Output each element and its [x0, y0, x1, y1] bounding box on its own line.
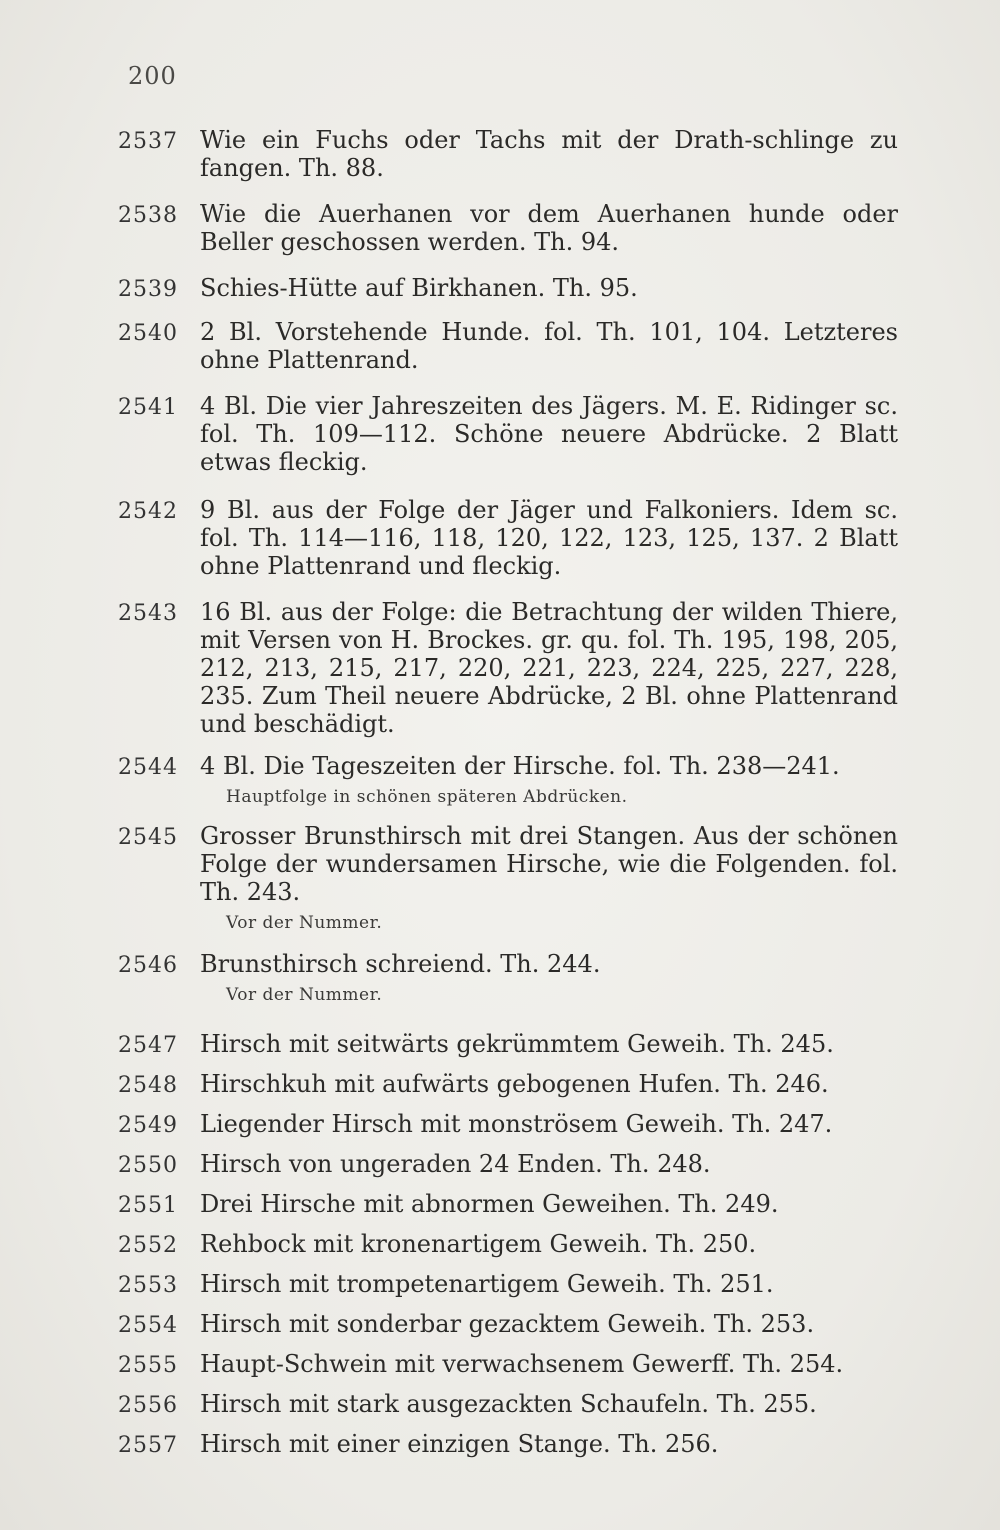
entry-text: Hirsch mit seitwärts gekrümmtem Geweih. Th. 245.: [200, 1030, 834, 1058]
entry-text: Liegender Hirsch mit monströsem Geweih. Th. 247.: [200, 1110, 833, 1138]
entry-number: 2557: [118, 1433, 178, 1458]
catalog-entry: [118, 1270, 898, 1298]
page-number: 200: [128, 62, 177, 90]
catalog-entry: [118, 1230, 898, 1258]
catalog-entry: [118, 1390, 898, 1418]
entry-number: 2546: [118, 953, 178, 978]
entry-note: Vor der Nummer.: [226, 985, 383, 1005]
entry-note: Hauptfolge in schönen späteren Abdrücken.: [226, 787, 628, 807]
catalog-entry: [118, 274, 898, 302]
entry-number: 2550: [118, 1153, 178, 1178]
entry-text: Hirsch mit stark ausgezackten Schaufeln. Th. 255.: [200, 1390, 817, 1418]
catalog-entry: [118, 496, 898, 580]
catalog-entry: [118, 1150, 898, 1178]
entry-text: 2 Bl. Vorstehende Hunde. fol. Th. 101, 104. Letzteres ohne Plattenrand.: [200, 318, 898, 374]
entry-number: 2544: [118, 755, 178, 780]
entry-number: 2551: [118, 1193, 178, 1218]
entry-number: 2549: [118, 1113, 178, 1138]
entry-text: Hirsch von ungeraden 24 Enden. Th. 248.: [200, 1150, 711, 1178]
entry-text: Wie die Auerhanen vor dem Auerhanen hunde oder Beller geschossen werden. Th. 94.: [200, 200, 898, 256]
entry-text: Hirsch mit trompetenartigem Geweih. Th. 251.: [200, 1270, 774, 1298]
entry-number: 2542: [118, 499, 178, 524]
entry-number: 2552: [118, 1233, 178, 1258]
catalog-entry: [118, 598, 898, 738]
catalog-entry: [118, 1070, 898, 1098]
entry-number: 2548: [118, 1073, 178, 1098]
entry-number: 2539: [118, 277, 178, 302]
entry-text: Hirschkuh mit aufwärts gebogenen Hufen. Th. 246.: [200, 1070, 829, 1098]
catalog-entry: [118, 200, 898, 256]
entry-text: 16 Bl. aus der Folge: die Betrachtung der wilden Thiere, mit Versen von H. Brockes. gr. qu. fol. Th. 195, 198, 205, 212, 213, 215, 217, 220, 221, 223, 224, 225, 227, 228, 235. Zum Theil neuere Abdrücke, 2 Bl. ohne Plattenrand und beschädigt.: [200, 598, 898, 738]
entry-text: Grosser Brunsthirsch mit drei Stangen. Aus der schönen Folge der wundersamen Hirsche, wie die Folgenden. fol. Th. 243.: [200, 822, 898, 906]
entry-note: Vor der Nummer.: [226, 913, 383, 933]
catalog-entry: [118, 318, 898, 374]
entry-number: 2541: [118, 395, 178, 420]
catalog-entry: [118, 1190, 898, 1218]
entry-text: Hirsch mit einer einzigen Stange. Th. 256.: [200, 1430, 719, 1458]
entry-number: 2556: [118, 1393, 178, 1418]
entry-text: Brunsthirsch schreiend. Th. 244.: [200, 950, 601, 978]
catalog-entry: [118, 126, 898, 182]
catalog-entry: [118, 1350, 898, 1378]
catalog-entry: [118, 752, 898, 808]
entry-text: Rehbock mit kronenartigem Geweih. Th. 250.: [200, 1230, 757, 1258]
catalog-entry: [118, 1030, 898, 1058]
catalog-entry: [118, 1310, 898, 1338]
entry-text: 9 Bl. aus der Folge der Jäger und Falkoniers. Idem sc. fol. Th. 114—116, 118, 120, 122, 123, 125, 137. 2 Blatt ohne Plattenrand und fleckig.: [200, 496, 898, 580]
catalog-entry: [118, 392, 898, 476]
entry-text: Wie ein Fuchs oder Tachs mit der Drath-schlinge zu fangen. Th. 88.: [200, 126, 898, 182]
entry-number: 2543: [118, 601, 178, 626]
entry-number: 2547: [118, 1033, 178, 1058]
catalog-entry: [118, 822, 898, 934]
catalog-entry: [118, 950, 898, 1006]
entry-text: Hirsch mit sonderbar gezacktem Geweih. Th. 253.: [200, 1310, 815, 1338]
entry-number: 2553: [118, 1273, 178, 1298]
entry-text: 4 Bl. Die vier Jahreszeiten des Jägers. M. E. Ridinger sc. fol. Th. 109—112. Schöne neuere Abdrücke. 2 Blatt etwas fleckig.: [200, 392, 898, 476]
entry-number: 2537: [118, 129, 178, 154]
entry-number: 2538: [118, 203, 178, 228]
entry-text: Schies-Hütte auf Birkhanen. Th. 95.: [200, 274, 638, 302]
entry-text: Haupt-Schwein mit verwachsenem Gewerff. Th. 254.: [200, 1350, 844, 1378]
catalog-entry: [118, 1110, 898, 1138]
catalog-entry: [118, 1430, 898, 1458]
entry-text: Drei Hirsche mit abnormen Geweihen. Th. 249.: [200, 1190, 779, 1218]
entry-number: 2555: [118, 1353, 178, 1378]
entry-number: 2554: [118, 1313, 178, 1338]
entry-number: 2540: [118, 321, 178, 346]
entry-text: 4 Bl. Die Tageszeiten der Hirsche. fol. Th. 238—241.: [200, 752, 840, 780]
entry-number: 2545: [118, 825, 178, 850]
